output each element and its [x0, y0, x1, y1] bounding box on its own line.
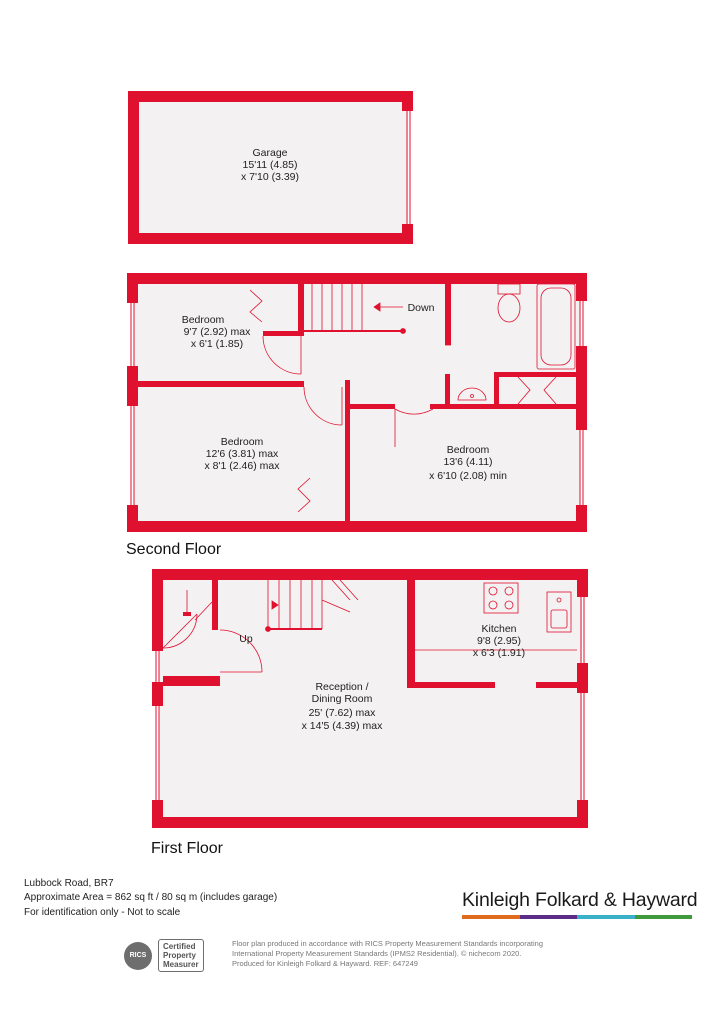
reception-dim2: x 14'5 (4.39) max	[301, 720, 383, 732]
rics-line1: Certified	[163, 942, 196, 951]
first-floor-title: First Floor	[151, 840, 223, 857]
second-floor-title: Second Floor	[126, 541, 222, 558]
reception-dim1: 25' (7.62) max	[308, 707, 376, 719]
reception-label-2: Dining Room	[311, 693, 373, 705]
garage	[128, 91, 413, 244]
disclaimer-line1: Floor plan produced in accordance with RICS Property Measurement Standards incorporating	[232, 939, 543, 948]
second-floor-plan	[127, 273, 587, 532]
first-floor-plan	[152, 569, 588, 828]
stairs-down-label: Down	[407, 302, 435, 314]
rics-line3: Measurer	[163, 960, 199, 969]
rics-logo: RICS	[124, 942, 152, 970]
disclaimer	[232, 939, 612, 969]
agent-brand	[462, 889, 698, 919]
garage-dim2: x 7'10 (3.39)	[240, 171, 300, 183]
bedroom1-dim2: x 6'1 (1.85)	[190, 338, 244, 350]
kitchen-dim1: 9'8 (2.95)	[476, 635, 522, 647]
kitchen-dim2: x 6'3 (1.91)	[472, 647, 526, 659]
property-address: Lubbock Road, BR7	[24, 878, 114, 889]
bedroom1-label: Bedroom	[181, 314, 225, 326]
property-area: Approximate Area = 862 sq ft / 80 sq m (includes garage)	[24, 892, 278, 903]
bedroom3-dim1: 13'6 (4.11)	[443, 456, 493, 468]
disclaimer-line2: International Property Measurement Standards (IPMS2 Residential). © nichecom 2020.	[232, 949, 522, 958]
bedroom3-dim2: x 6'10 (2.08) min	[429, 470, 507, 482]
bedroom2-dim2: x 8'1 (2.46) max	[204, 460, 280, 472]
property-note: For identification only - Not to scale	[24, 907, 181, 918]
bedroom2-dim1: 12'6 (3.81) max	[205, 448, 279, 460]
bedroom3-label: Bedroom	[446, 444, 490, 456]
garage-label: Garage	[252, 147, 288, 159]
stairs-up-label: Up	[239, 633, 253, 645]
kitchen-label: Kitchen	[481, 623, 517, 635]
agent-name: Kinleigh Folkard & Hayward	[462, 889, 698, 911]
reception-label-1: Reception /	[315, 681, 369, 693]
rics-badge	[124, 939, 204, 972]
disclaimer-line3: Produced for Kinleigh Folkard & Hayward. REF: 647249	[232, 959, 418, 968]
bedroom1-dim1: 9'7 (2.92) max	[183, 326, 251, 338]
brand-color-bar	[462, 915, 692, 919]
rics-line2: Property	[163, 951, 196, 960]
rics-certification	[158, 939, 204, 972]
garage-dim1: 15'11 (4.85)	[242, 159, 298, 171]
bedroom2-label: Bedroom	[220, 436, 264, 448]
